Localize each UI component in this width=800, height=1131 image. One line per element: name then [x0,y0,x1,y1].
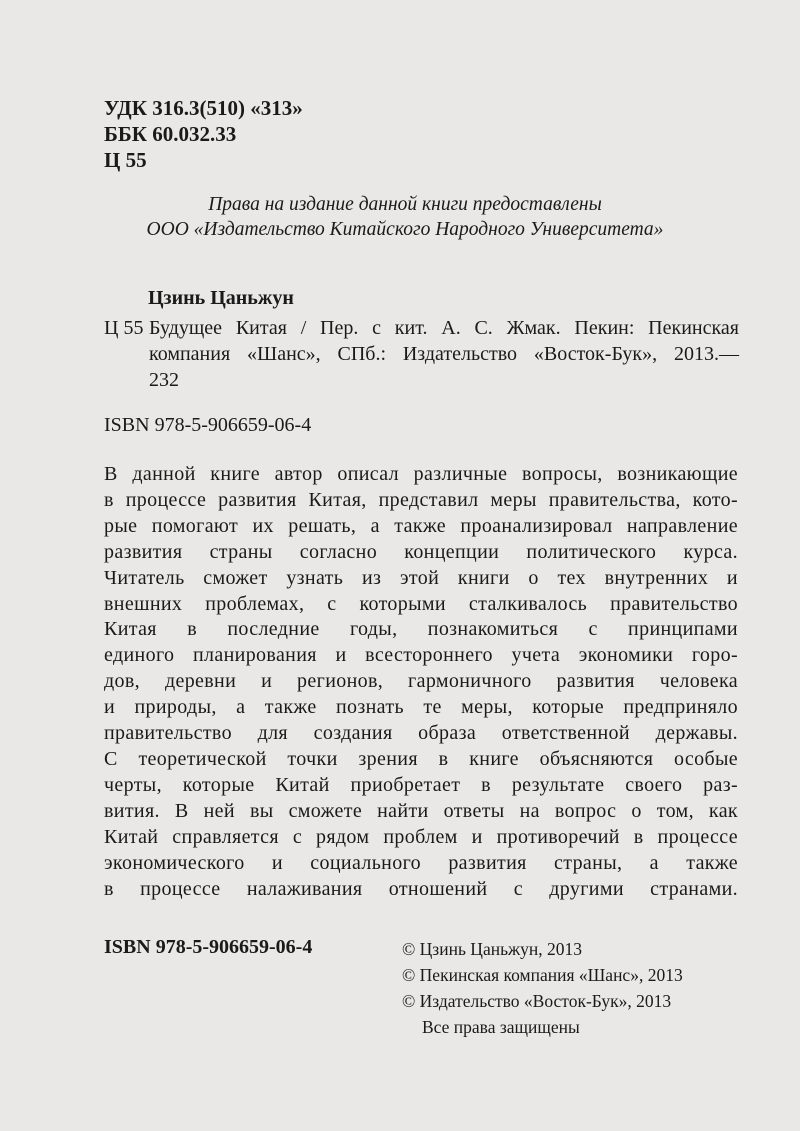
abstract-line: развития страны согласно концепции политического курса. [104,540,738,563]
bibliographic-code: Ц 55 [104,317,144,339]
abstract-line: и природы, а также познать те меры, которые предприняло [104,696,738,719]
rights-notice-line-1: Права на издание данной книги предоставлены [208,194,602,215]
abstract-line: единого планирования и всестороннего учета экономики горо- [104,644,738,667]
abstract-line: В данной книге автор описал различные вопросы, возникающие [104,463,738,485]
copyright-block [402,936,683,1040]
copyright-line: © Цзинь Цаньжун, 2013 [402,939,583,959]
abstract [104,462,738,902]
abstract-line: правительство для создания образа ответственной державы. [104,722,738,745]
all-rights-reserved: Все права защищены [422,1017,580,1037]
rights-notice-line-2: ООО «Издательство Китайского Народного Университета» [146,219,664,240]
bibliographic-line: компания «Шанс», СПб.: Издательство «Восток-Бук», 2013.— [149,343,739,365]
udk-code: УДК 316.3(510) «313» [104,96,303,120]
author-mark: Ц 55 [104,148,147,172]
abstract-line: вития. В ней вы сможете найти ответы на вопрос о том, как [104,799,738,822]
abstract-line: экономического и социального развития страны, а также [104,851,738,874]
copyright-line: © Издательство «Восток-Бук», 2013 [402,991,672,1011]
abstract-line: Китай справляется с рядом проблем и противоречий в процессе [104,825,738,848]
abstract-line: в процессе налаживания отношений с другими странами. [104,877,738,900]
copyright-line: © Пекинская компания «Шанс», 2013 [402,965,683,985]
abstract-line: дов, деревни и регионов, гармоничного развития человека [104,670,738,693]
bibliographic-description [149,315,739,393]
abstract-line: Китая в последние годы, познакомиться с принципами [104,618,738,641]
footer-isbn: ISBN 978-5-906659-06-4 [104,936,313,958]
author-name: Цзинь Цаньжун [148,287,294,309]
isbn-record: ISBN 978-5-906659-06-4 [104,414,312,436]
abstract-line: Читатель сможет узнать из этой книги о тех внутренних и [104,566,738,589]
abstract-line: внешних проблемах, с которыми сталкивалось правительство [104,592,738,615]
abstract-line: С теоретической точки зрения в книге объясняются особые [104,747,738,770]
bbk-code: ББК 60.032.33 [104,122,237,146]
abstract-line: черты, которые Китай приобретает в результате своего раз- [104,773,738,796]
abstract-line: рые помогают их решать, а также проанализировал направление [104,514,738,537]
bibliographic-line: Будущее Китая / Пер. с кит. А. С. Жмак. Пекин: Пекинская [149,317,739,339]
abstract-line: в процессе развития Китая, представил меры правительства, кото- [104,488,738,511]
bibliographic-line: 232 [149,369,179,391]
